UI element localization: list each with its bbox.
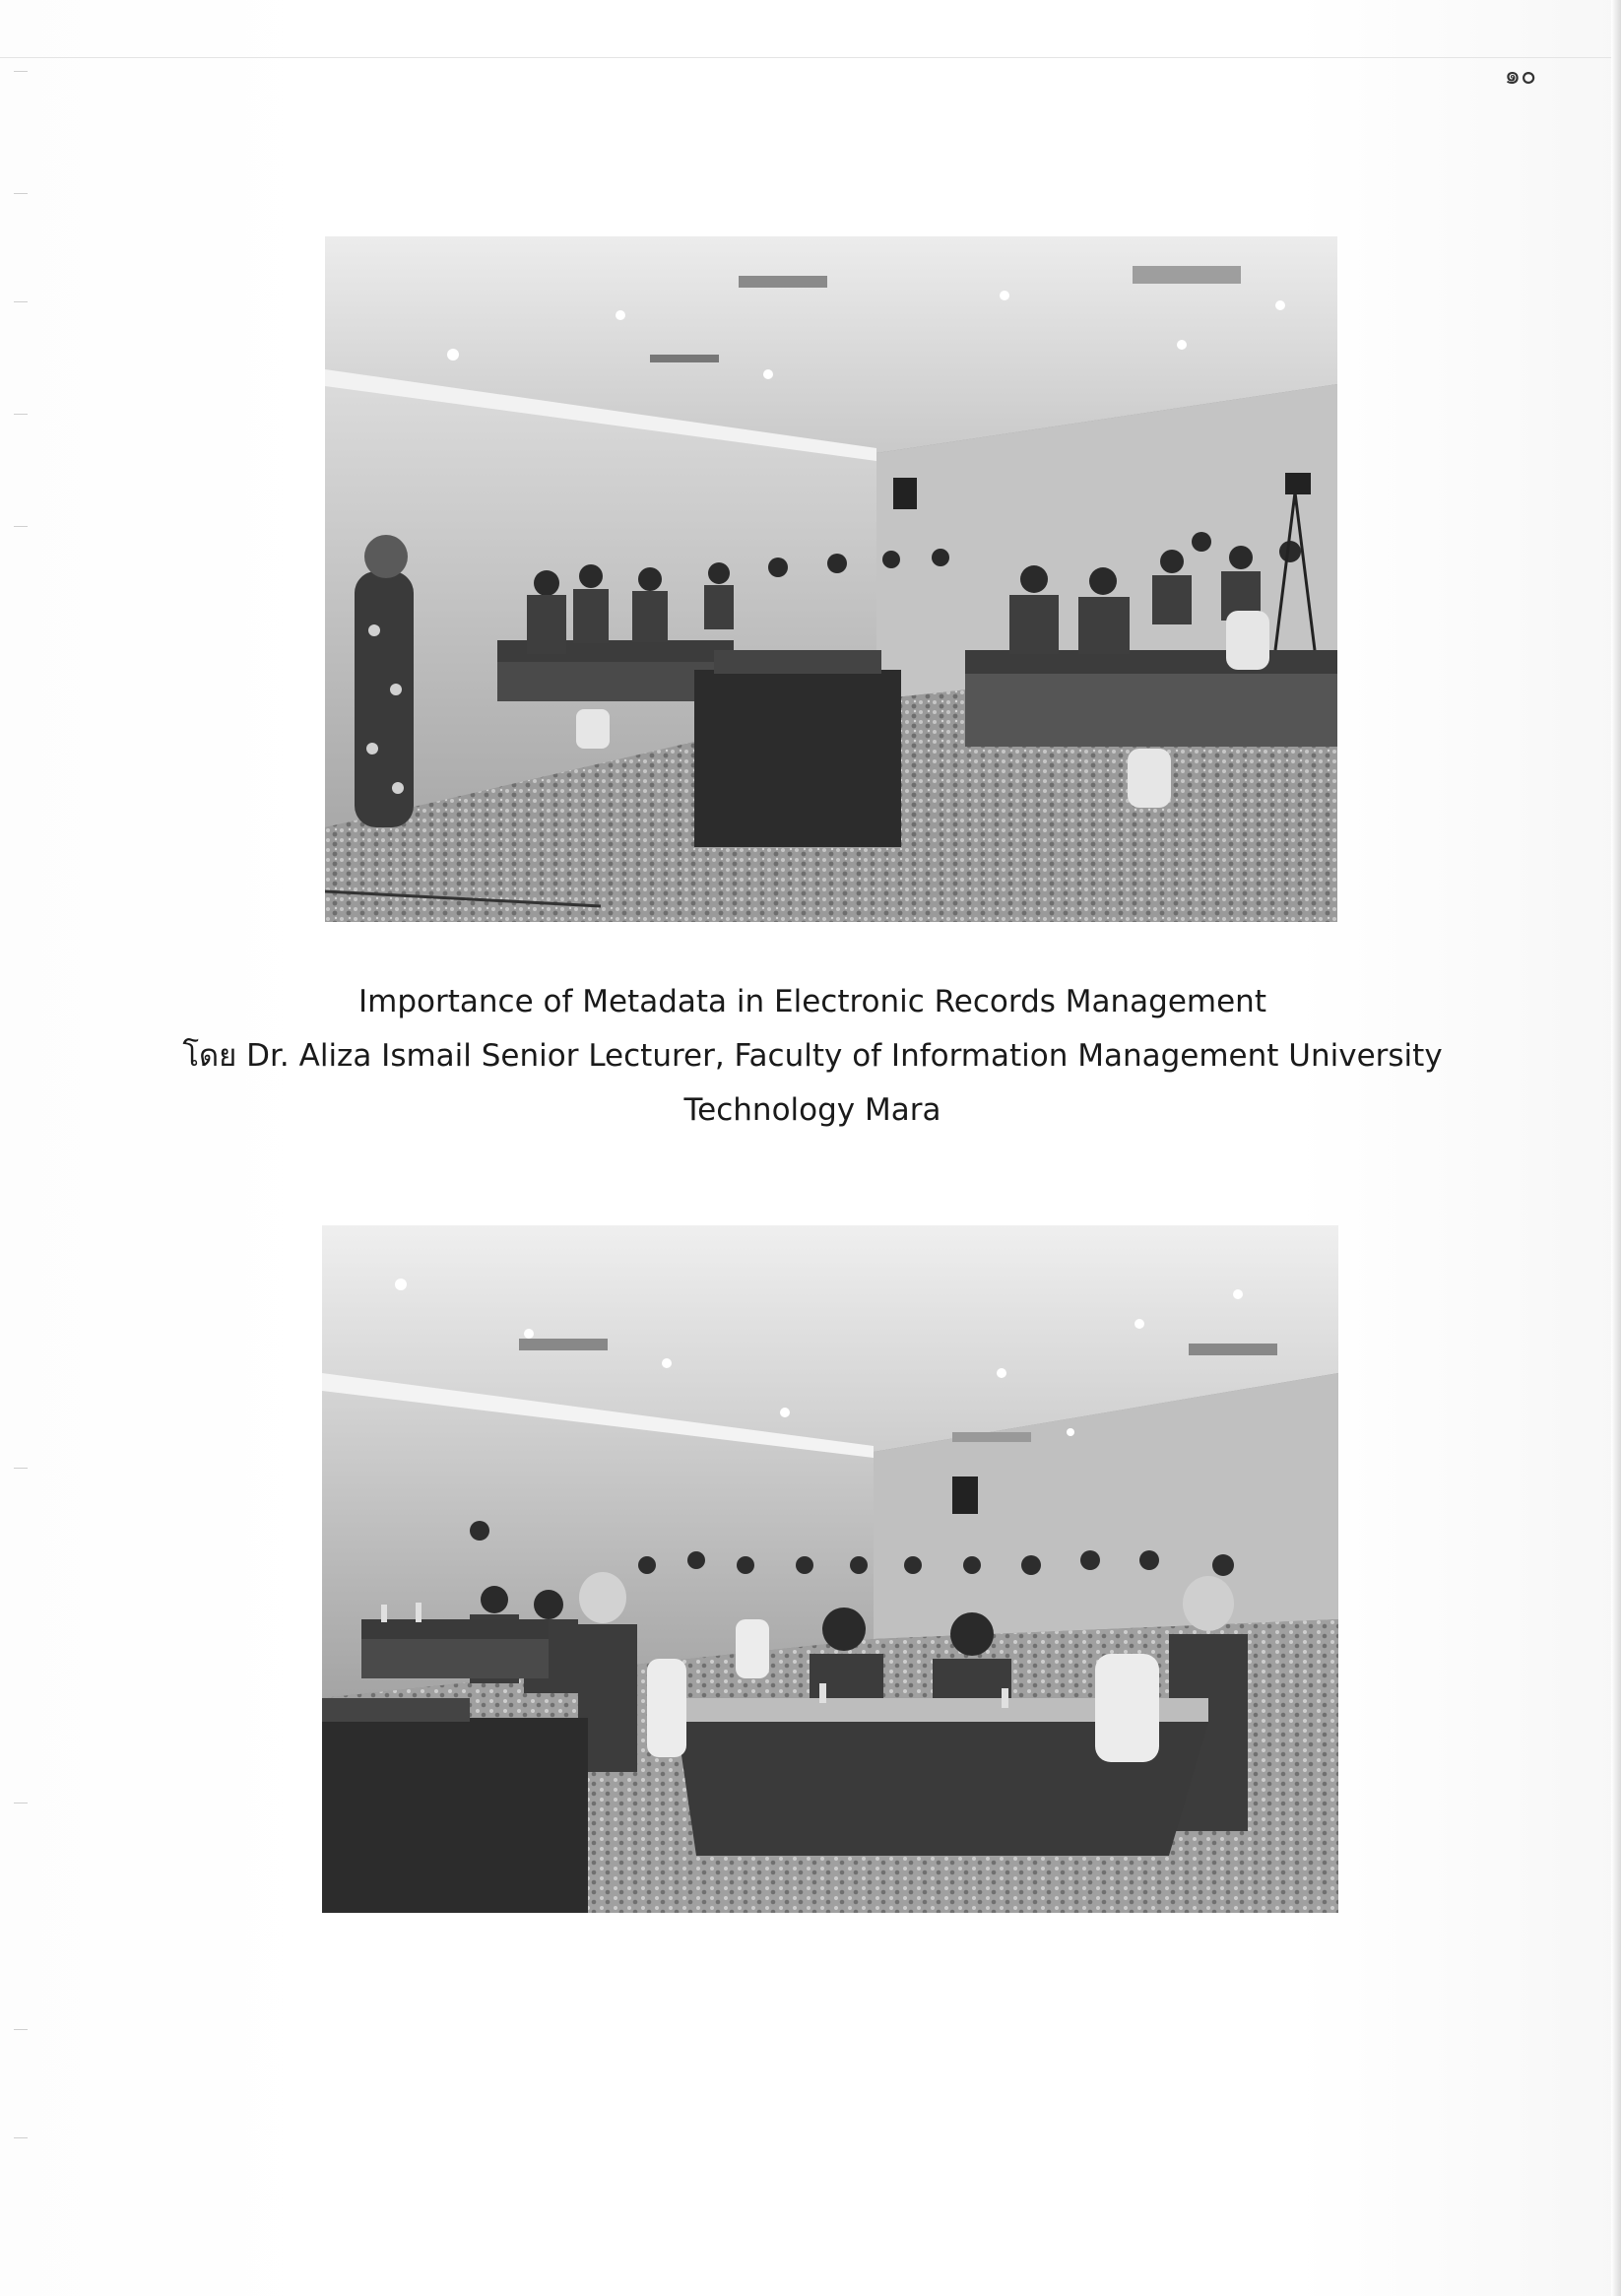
scan-border-line <box>0 57 1621 58</box>
caption-byline-line <box>177 1029 1448 1083</box>
margin-mark <box>14 1803 28 1804</box>
margin-mark <box>14 71 28 72</box>
margin-mark <box>14 526 28 527</box>
photo-caption <box>177 975 1448 1138</box>
margin-mark <box>14 193 28 194</box>
caption-title: Importance of Metadata in Electronic Records Management <box>358 984 1266 1019</box>
margin-mark <box>14 301 28 302</box>
margin-mark <box>14 2029 28 2030</box>
seminar-photo-audience-icon <box>322 1225 1338 1913</box>
caption-byline: Dr. Aliza Ismail Senior Lecturer, Faculty of Information Management University <box>246 1038 1443 1074</box>
margin-mark <box>14 414 28 415</box>
caption-byline-prefix: โดย <box>182 1038 237 1074</box>
margin-mark <box>14 1468 28 1469</box>
seminar-photo-speaker-icon <box>325 236 1337 922</box>
caption-byline-continued: Technology Mara <box>683 1092 941 1128</box>
margin-mark <box>14 2137 28 2138</box>
page-number: ๑๐ <box>1504 61 1536 91</box>
scan-edge-shadow <box>1611 0 1621 2296</box>
